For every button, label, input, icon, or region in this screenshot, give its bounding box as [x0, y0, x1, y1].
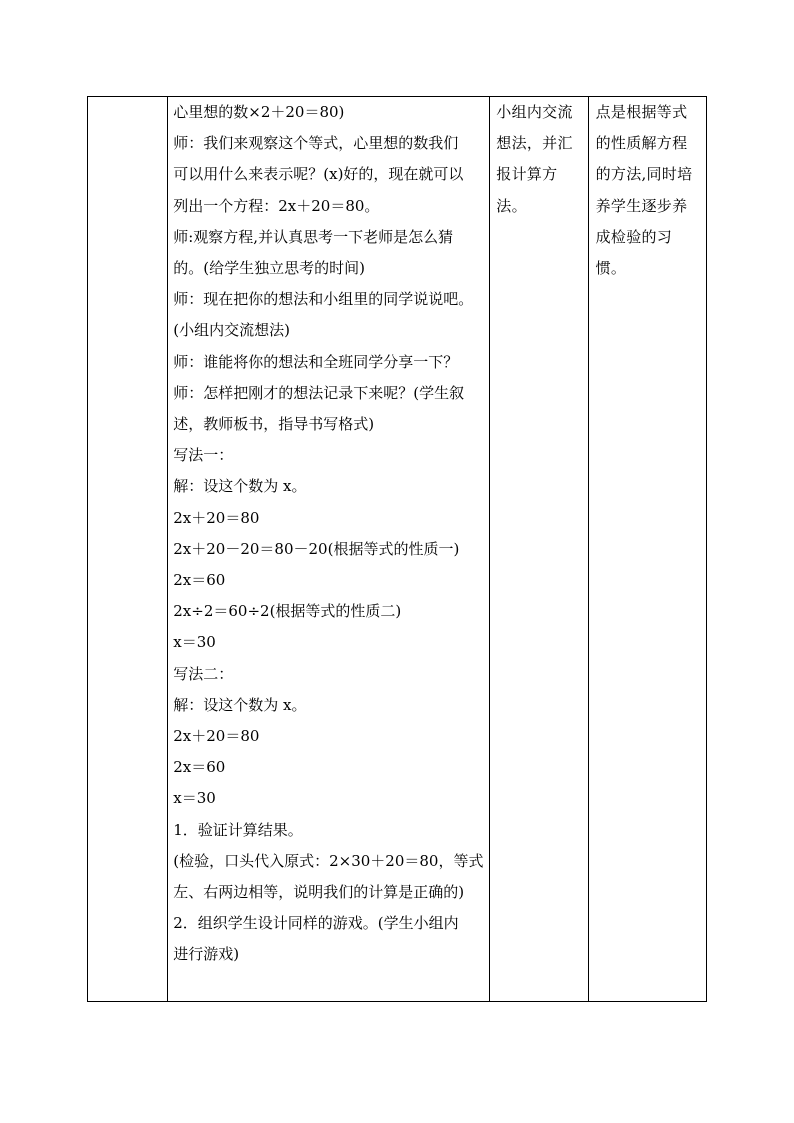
student-activity-cell	[490, 97, 588, 1002]
text-line: 列出一个方程：2x＋20＝80。	[173, 196, 380, 215]
text-line: 师：现在把你的想法和小组里的同学说说吧。	[173, 290, 474, 309]
text-line: 2x＋20＝80	[173, 508, 260, 527]
text-line: 进行游戏)	[173, 945, 240, 964]
text-line: 写法一：	[173, 446, 234, 465]
table-row	[88, 97, 707, 1002]
teaching-process-cell	[168, 97, 490, 1002]
design-intent-text	[589, 97, 706, 284]
text-line: 2．组织学生设计同样的游戏。(学生小组内	[173, 914, 459, 933]
text-line: 师：谁能将你的想法和全班同学分享一下？	[173, 352, 459, 371]
text-line: 的性质解方程	[595, 134, 688, 153]
teaching-process-text	[168, 97, 489, 971]
text-line: 写法二：	[173, 664, 234, 683]
text-line: 2x÷2＝60÷2(根据等式的性质二)	[173, 602, 402, 621]
text-line: 师：我们来观察这个等式，心里想的数我们	[173, 134, 459, 153]
text-line: 述，教师板书，指导书写格式)	[173, 415, 375, 434]
text-line: 成检验的习惯。	[595, 227, 673, 278]
stage-cell	[88, 97, 168, 1002]
lesson-plan-table	[87, 96, 707, 1002]
text-line: 可以用什么来表示呢？(x)好的，现在就可以	[173, 165, 464, 184]
text-line: 解：设这个数为 x。	[173, 695, 307, 714]
text-line: x＝30	[173, 789, 216, 808]
text-line: 的。(给学生独立思考的时间)	[173, 259, 365, 278]
text-line: 报计算方法。	[496, 165, 558, 215]
text-line: 解：设这个数为 x。	[173, 477, 307, 496]
text-line: 2x＝60	[173, 758, 226, 777]
text-line: 点是根据等式	[595, 103, 688, 121]
text-line: 2x＋20＝80	[173, 727, 260, 746]
text-line: 2x＋20－20＝80－20(根据等式的性质一)	[173, 539, 460, 558]
text-line: x＝30	[173, 633, 216, 652]
text-line: (检验，口头代入原式：2×30＋20＝80，等式	[173, 851, 484, 870]
text-line: 2x＝60	[173, 571, 226, 590]
text-line: 小组内交流	[496, 103, 573, 121]
text-line: 左、右两边相等，说明我们的计算是正确的)	[173, 883, 465, 902]
text-line: 想法，并汇	[496, 134, 573, 153]
text-line: 师：怎样把刚才的想法记录下来呢？(学生叙	[173, 383, 465, 402]
design-intent-cell	[588, 97, 706, 1002]
text-line: (小组内交流想法)	[173, 321, 290, 340]
text-line: 的方法,同时培	[595, 165, 693, 184]
text-line: 心里想的数×2＋20＝80)	[173, 103, 345, 121]
text-line: 1．验证计算结果。	[173, 820, 303, 839]
student-activity-text	[490, 97, 587, 222]
text-line: 师:观察方程,并认真思考一下老师是怎么猜	[173, 227, 454, 246]
text-line: 养学生逐步养	[595, 196, 688, 215]
